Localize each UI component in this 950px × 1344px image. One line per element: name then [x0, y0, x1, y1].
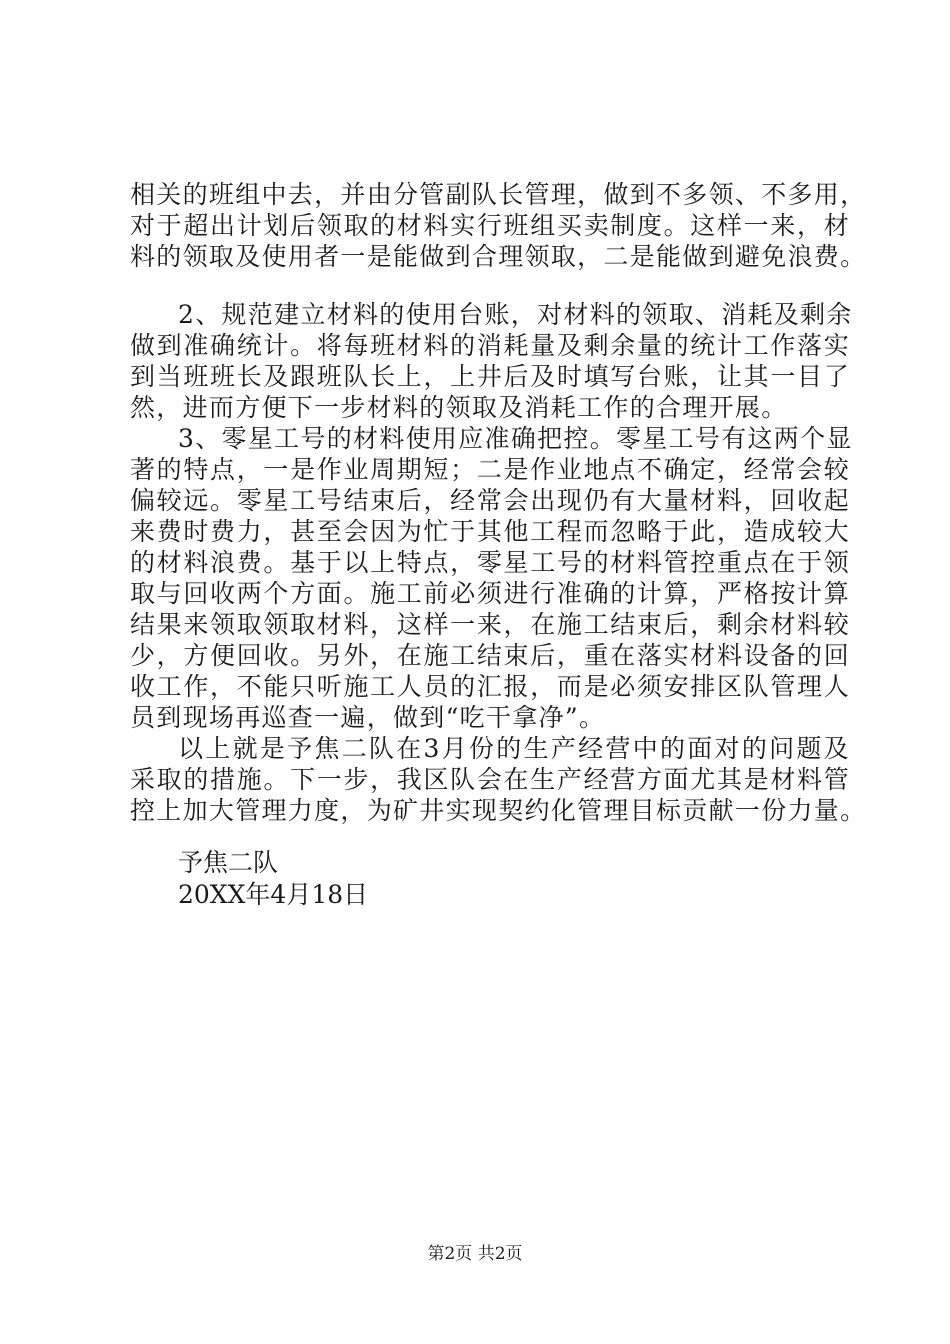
- paragraph-line: 3、零星工号的材料使用应准确把控。零星工号有这两个显: [178, 424, 853, 453]
- paragraph-line: 控上加大管理力度，为矿井实现契约化管理目标贡献一份力量。: [130, 796, 867, 825]
- paragraph-line: 相关的班组中去，并由分管副队长管理，做到不多领、不多用，: [130, 180, 867, 209]
- paragraph-line: 取与回收两个方面。施工前必须进行准确的计算，严格按计算: [130, 579, 850, 608]
- paragraph-line: 到当班班长及跟班队长上，上井后及时填写台账，让其一目了: [130, 362, 850, 391]
- paragraph-line: 收工作，不能只听施工人员的汇报，而是必须安排区队管理人: [130, 672, 850, 701]
- paragraph-line: 采取的措施。下一步，我区队会在生产经营方面尤其是材料管: [130, 765, 850, 794]
- signature-org: 予焦二队: [178, 848, 279, 877]
- paragraph-line: 来费时费力，甚至会因为忙于其他工程而忽略于此，造成较大: [130, 517, 850, 546]
- signature-date: 20XX年4月18日: [178, 880, 369, 909]
- paragraph-line: 料的领取及使用者一是能做到合理领取，二是能做到避免浪费。: [130, 242, 867, 271]
- paragraph-line: 著的特点，一是作业周期短；二是作业地点不确定，经常会较: [130, 455, 850, 484]
- paragraph-line: 偏较远。零星工号结束后，经常会出现仍有大量材料，回收起: [130, 486, 850, 515]
- paragraph-line: 对于超出计划后领取的材料实行班组买卖制度。这样一来，材: [130, 211, 850, 240]
- paragraph-line: 的材料浪费。基于以上特点，零星工号的材料管控重点在于领: [130, 548, 850, 577]
- paragraph-line: 少，方便回收。另外，在施工结束后，重在落实材料设备的回: [130, 641, 850, 670]
- page-footer: 第2页 共2页: [427, 1244, 523, 1264]
- paragraph-line: 员到现场再巡查一遍，做到“吃干拿净”。: [130, 703, 606, 732]
- paragraph-line: 做到准确统计。将每班材料的消耗量及剩余量的统计工作落实: [130, 331, 850, 360]
- paragraph-line: 以上就是予焦二队在3月份的生产经营中的面对的问题及: [178, 734, 850, 763]
- paragraph-line: 结果来领取领取材料，这样一来，在施工结束后，剩余材料较: [130, 610, 850, 639]
- paragraph-line: 2、规范建立材料的使用台账，对材料的领取、消耗及剩余: [178, 300, 853, 329]
- paragraph-line: 然，进而方便下一步材料的领取及消耗工作的合理开展。: [130, 393, 788, 422]
